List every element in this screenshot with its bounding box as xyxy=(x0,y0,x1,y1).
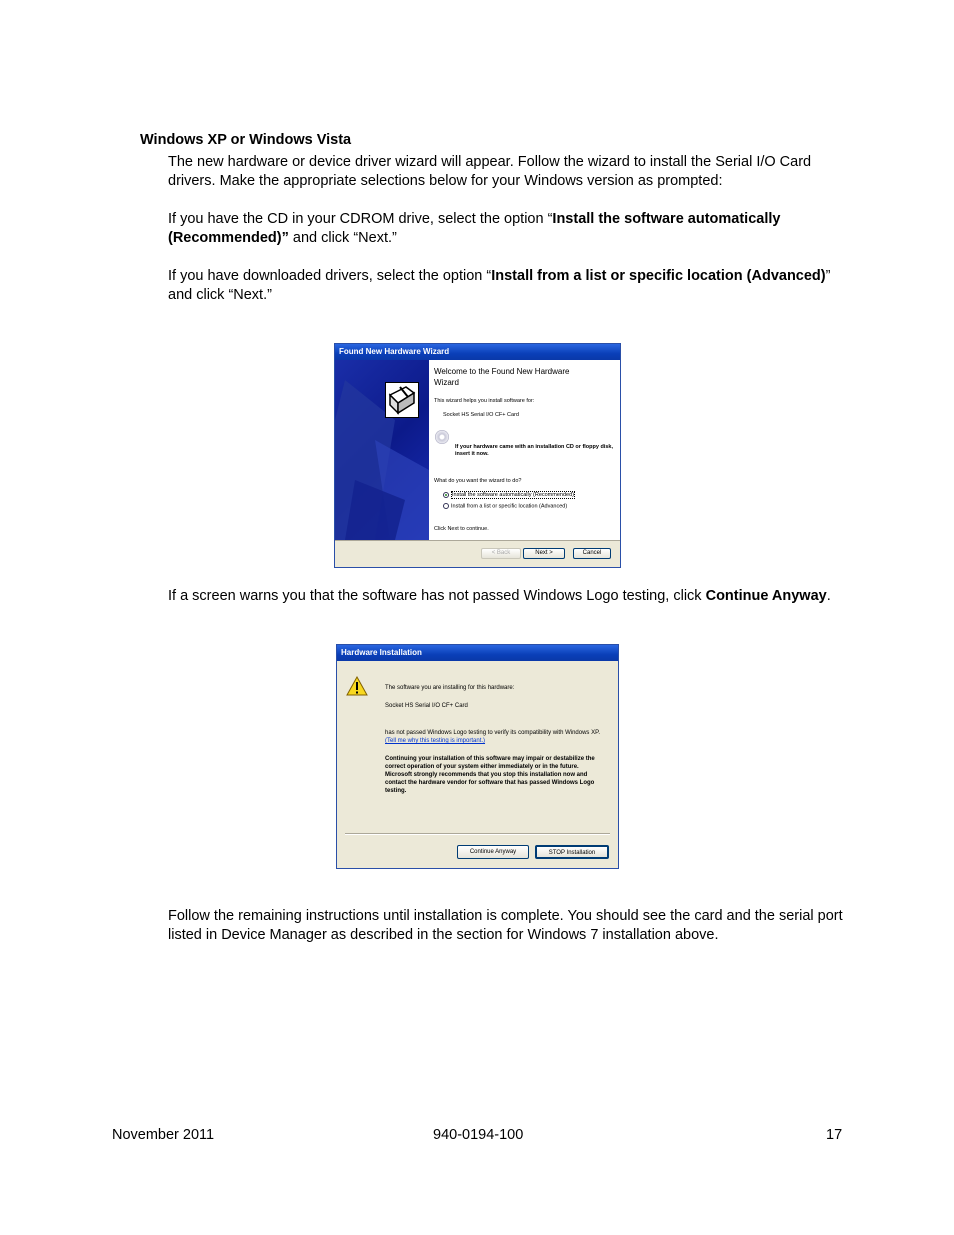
wizard-content xyxy=(429,360,621,540)
radio-list[interactable] xyxy=(443,503,449,509)
wizard-device-name: Socket HS Serial I/O CF+ Card xyxy=(443,412,519,418)
option-list-label[interactable]: Install from a list or specific location (Advanced) xyxy=(451,503,568,510)
cd-instruction-paragraph xyxy=(168,210,848,248)
wizard-side-banner xyxy=(335,360,429,540)
cd-icon xyxy=(435,430,449,444)
footer-page-number: 17 xyxy=(826,1127,843,1143)
logo-warning-paragraph xyxy=(168,587,848,606)
option-auto-row[interactable] xyxy=(443,492,575,499)
back-button[interactable]: < Back xyxy=(481,548,521,559)
option-auto-label[interactable]: Install the software automatically (Recommended) xyxy=(452,492,574,499)
wizard-question: What do you want the wizard to do? xyxy=(434,478,522,484)
hw-line2 xyxy=(385,729,610,745)
next-button[interactable]: Next > xyxy=(523,548,565,559)
cancel-button[interactable]: Cancel xyxy=(573,548,611,559)
hw-line1: The software you are installing for this hardware: xyxy=(385,685,515,691)
bold-option-text: Install from a list or specific location (Advanced) xyxy=(491,268,826,284)
found-new-hardware-wizard-screenshot xyxy=(334,343,621,568)
text-span: If you have the CD in your CDROM drive, select the option “ xyxy=(168,211,553,227)
section-heading: Windows XP or Windows Vista xyxy=(140,132,352,148)
stop-installation-button[interactable]: STOP Installation xyxy=(535,845,609,859)
continue-anyway-button[interactable]: Continue Anyway xyxy=(457,845,529,859)
hw-device-name: Socket HS Serial I/O CF+ Card xyxy=(385,703,468,709)
wizard-welcome-title: Welcome to the Found New Hardware Wizard xyxy=(434,367,570,387)
hardware-installation-dialog-screenshot xyxy=(336,644,619,869)
text-span: and click “Next.” xyxy=(288,230,397,246)
hw-dialog-body xyxy=(337,661,619,869)
text-span: If a screen warns you that the software has not passed Windows Logo testing, click xyxy=(168,588,706,604)
hw-line2-text: has not passed Windows Logo testing to verify its compatibility with Windows XP. xyxy=(385,730,600,736)
bold-option-text: Install the software automatically (Recommended)” xyxy=(168,211,781,246)
text-span: If you have downloaded drivers, select the option “ xyxy=(168,268,492,284)
option-list-row[interactable] xyxy=(443,503,567,510)
wizard-button-bar xyxy=(335,540,621,568)
footer-doc-number: 940-0194-100 xyxy=(433,1127,524,1143)
wizard-click-next: Click Next to continue. xyxy=(434,526,489,532)
wizard-cd-note: If your hardware came with an installation CD or floppy disk, insert it now. xyxy=(455,444,614,457)
text-span: . xyxy=(826,588,831,604)
bold-continue-text: Continue Anyway xyxy=(705,588,827,604)
warning-icon xyxy=(346,676,368,696)
radio-auto[interactable] xyxy=(443,492,449,498)
text-span: ” and click “Next.” xyxy=(168,268,831,303)
intro-paragraph: The new hardware or device driver wizard will appear. Follow the wizard to install the Serial I/O Card drivers. Make the appropriate selections below for your Windows version as prompted: xyxy=(168,154,812,189)
remaining-instructions-paragraph: Follow the remaining instructions until installation is complete. You should see the card and the serial port listed in Device Manager as described in the section for Windows 7 installation above. xyxy=(168,908,843,943)
wizard-helps-text: This wizard helps you install software for: xyxy=(434,398,535,404)
download-instruction-paragraph xyxy=(168,267,848,305)
footer-date: November 2011 xyxy=(112,1127,215,1143)
hw-separator xyxy=(345,833,610,835)
hw-title-bar: Hardware Installation xyxy=(337,645,618,661)
hardware-wizard-icon xyxy=(385,382,419,418)
hw-warning-text: Continuing your installation of this software may impair or destabilize the correct operation of your system either immediately or in the future. Microsoft strongly recommends that you stop this installation now and contact the hardware vendor for software that has passed Windows Logo testing. xyxy=(385,756,595,794)
tell-me-why-link[interactable]: (Tell me why this testing is important.) xyxy=(385,738,486,744)
wizard-title-bar: Found New Hardware Wizard xyxy=(335,344,620,360)
